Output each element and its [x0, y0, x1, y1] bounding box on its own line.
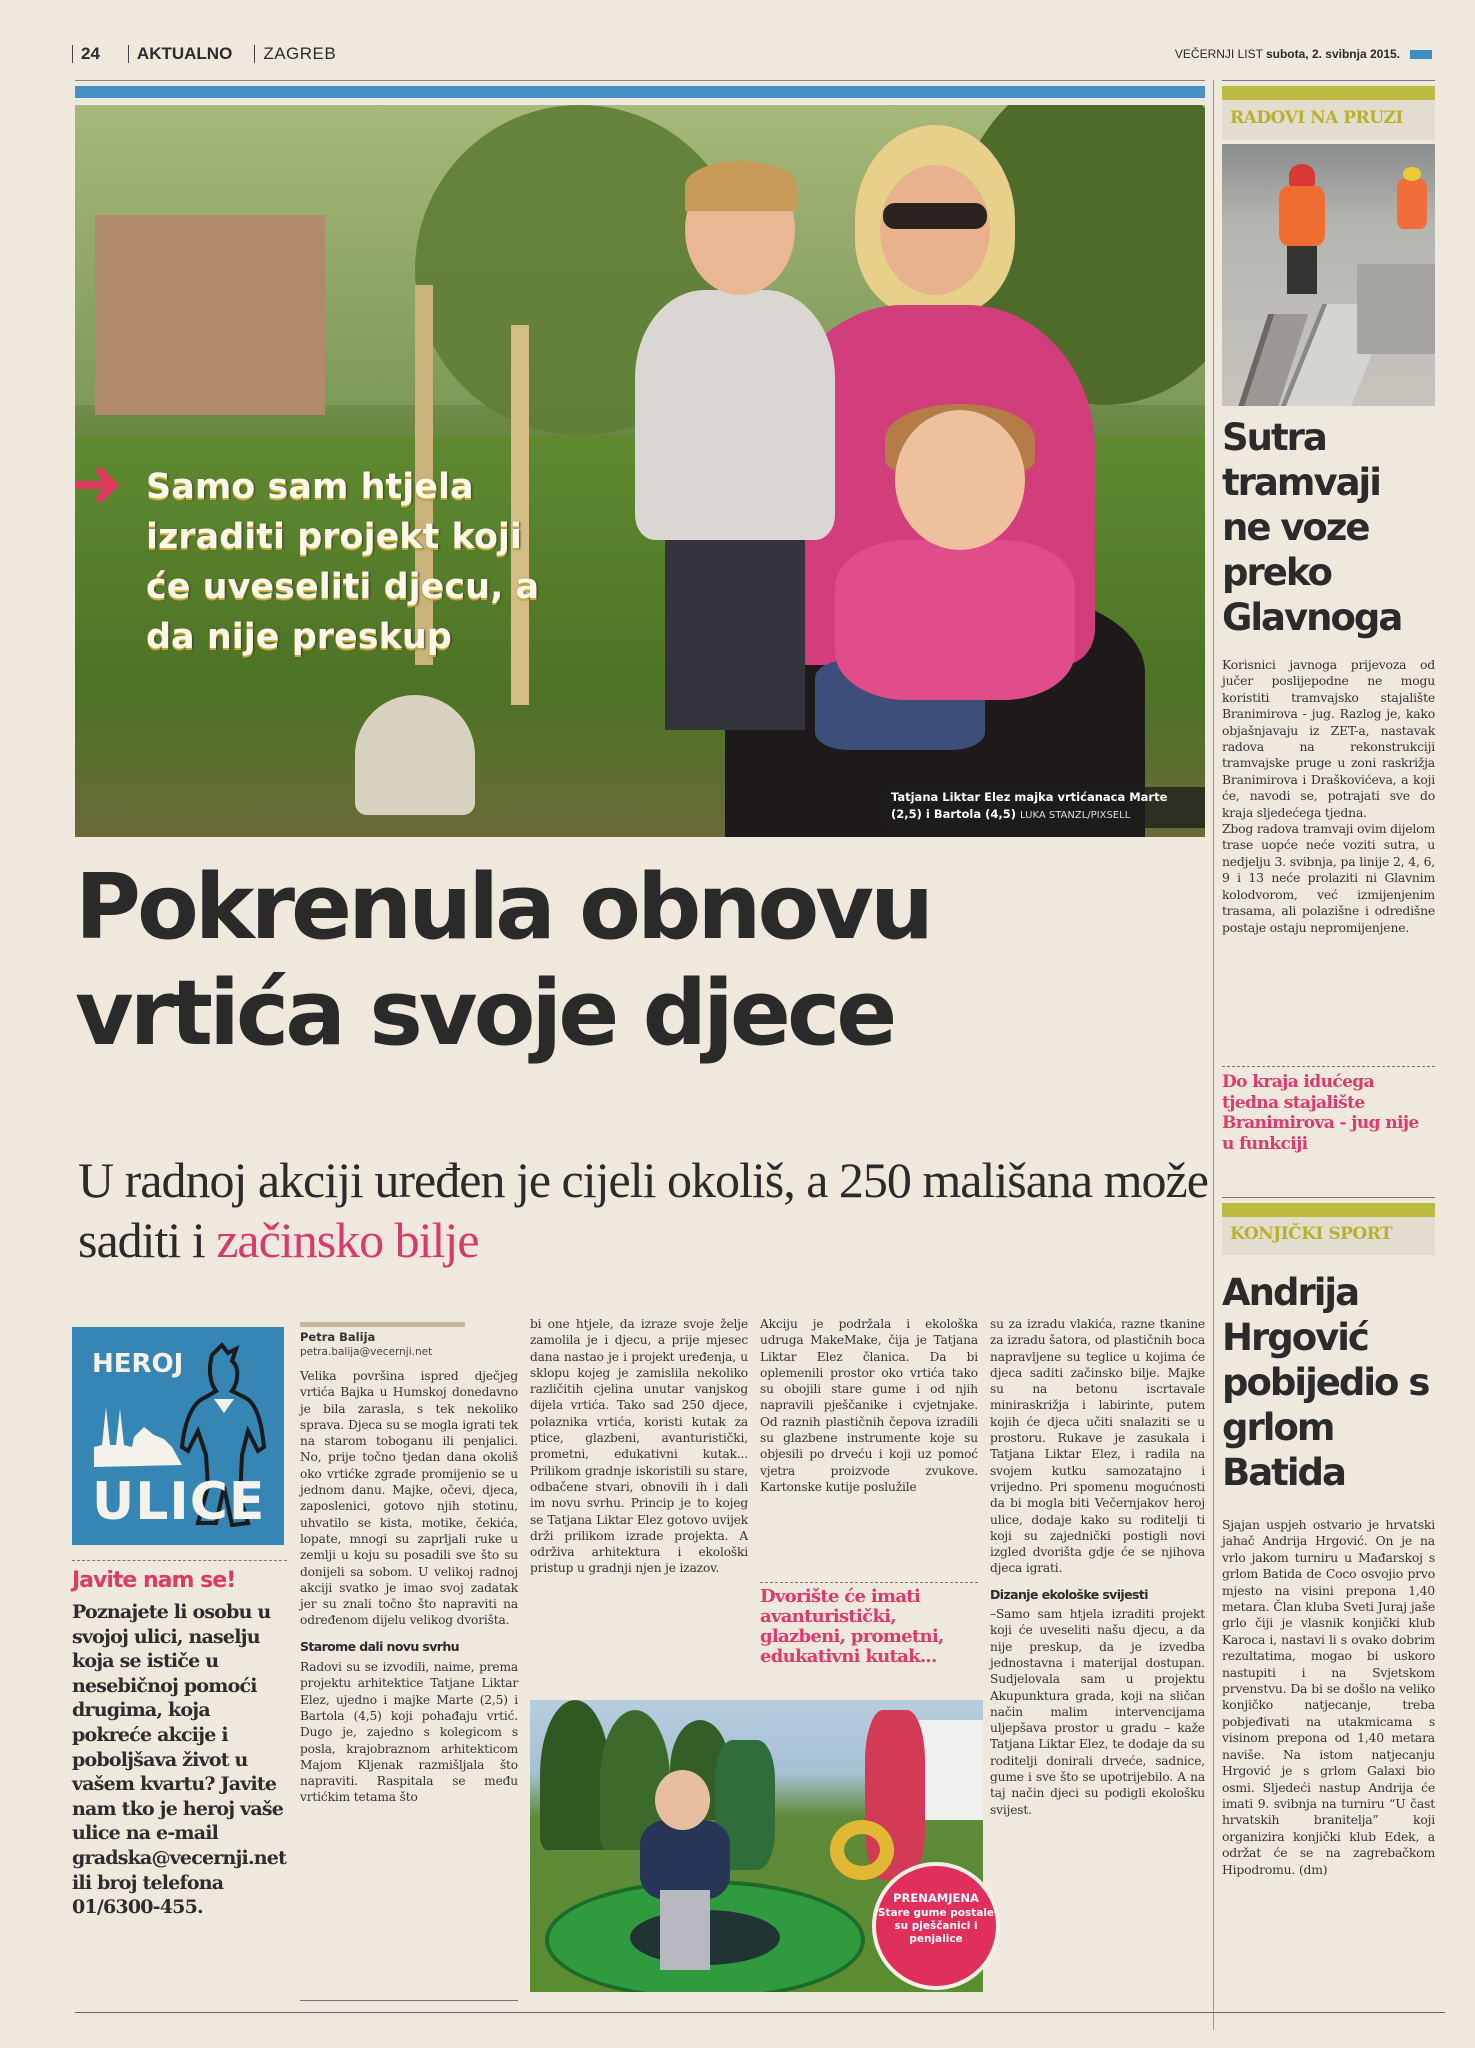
pull-quote: Samo sam htjela izraditi projekt koji će uveseliti djecu, a da nije preskup — [146, 467, 540, 657]
paragraph: bi one htjele, da izraze svoje želje zamolila je i djecu, a prije mjesec dana nastao je i projekt uređenja, u sklopu kojeg je zamislila nekoliko različitih cjelina unutar vanjskog dijela vrtića. Tako sad 250 djece, polaznika vrtića, koristi kutak za ptice, glazbeni, avanturistički, prometni, edukativni kutak... Prilikom gradnje iskoristili su stare, odbačene stvari, obnovili ih i dali im novu svrhu. Princip je to kojeg se Tatjana Liktar Elez gotovo uvijek drži prilikom izrade projekta. A održiva arhitektura i ekološki pristup u gradnji njen je izazov. — [530, 1317, 748, 1576]
sidebar-headline: Sutra tramvaji ne voze preko Glavnoga — [1222, 416, 1402, 639]
subheadline-text: U radnoj akciji uređen je cijeli okoliš, a 250 mališana može saditi i — [78, 1152, 1208, 1268]
badge-title: PRENAMJENA — [893, 1891, 979, 1905]
dashed-divider — [760, 1582, 978, 1583]
headline — [75, 855, 1215, 1067]
divider — [128, 45, 129, 63]
color-marker — [1410, 50, 1432, 59]
photo-subject-mother — [605, 125, 1168, 837]
paragraph: Radovi su se izvodili, naime, prema projektu arhitektice Tatjane Liktar Elez, ujedno i majke Marte (2,5) i Bartola (4,5) koji pohađaju vrtić. Dugo je, zajedno s kolegicom s posla, krajobraznom arhitekticom Majom Kljenak razmišljala što napraviti. Raspitala se među vrtićkim tetama što — [300, 1660, 518, 1805]
paragraph: Velika površina ispred dječjeg vrtića Bajka u Humskoj donedavno je bila zarasla, s tek nekoliko sprava. Djeca su se mogla igrati tek na starom toboganu ili penjalici. No, prije točno tjedan dana okoliš oko vrtićke zgrade promijenio se u jednom danu. Majke, očevi, djeca, zaposlenici, gotovo njih stotinu, uhvatilo se kista, motike, čekića, lopate, mnogi su zaprljali ruke u zemlji u koju su posadili sve što su donijeli sa sobom. U velikoj radnoj akciji svatko je imao svoj zadatak jer su znali točno što napraviti na određenom dijelu velikog dvorišta. — [300, 1369, 518, 1628]
issue-date: subota, 2. svibnja 2015. — [1265, 47, 1400, 61]
page-header — [72, 42, 1432, 66]
sidebar-photo-tram-works — [1222, 144, 1435, 406]
blue-banner — [75, 86, 1205, 98]
heroj-box-text: Poznajete li osobu u svojoj ulici, naselju koja se ističe u nesebičnoj pomoći drugima, koja pokreće akcije i poboljšava život u vašem kvartu? Javite nam tko je heroj vaše ulice na e-mail gradska@vecernji.net ili broj telefona 01/6300-455. — [72, 1601, 287, 1919]
rule — [1222, 80, 1435, 81]
heroj-box-title: Javite nam se! — [72, 1568, 236, 1593]
photo-caption — [885, 787, 1205, 828]
section-name: AKTUALNO — [136, 44, 233, 63]
subheadline-highlight: začinsko bilje — [216, 1212, 479, 1268]
subheadline — [78, 1150, 1218, 1270]
section-subhead: Dizanje ekološke svijesti — [990, 1586, 1148, 1602]
headline-line-1: Pokrenula obnovu — [75, 855, 931, 960]
divider — [254, 45, 255, 63]
publication-name: VEČERNJI LIST — [1174, 47, 1263, 61]
sidebar-story-body — [1222, 657, 1435, 936]
article-column-3 — [760, 1316, 978, 1495]
page-number: 24 — [81, 44, 100, 63]
badge-text: Stare gume postale su pješčanici i penjalice — [877, 1907, 995, 1945]
section-subhead: Starome dali novu svrhu — [300, 1638, 459, 1654]
dashed-divider — [1222, 1066, 1435, 1067]
sidebar-band — [1222, 86, 1435, 100]
article-column-1 — [300, 1368, 518, 1806]
paragraph: Sjajan uspjeh ostvario je hrvatski jahač Andrija Hrgović. On je na vrlo jakom turniru u Mađarskoj s grlom Batida de Coco osvojio prvo mjesto na visini prepona 1,40 metara. Član kluba Sveti Juraj jaše grlo čiji je vlasnik konjički klub Karoca i, nastavi li s ovako dobrim rezultatima, mogao bi uskoro nastupiti i na Svjetskom prvenstvu. Da bi se došlo na veliko konjičko natjecanje, treba pobjeđivati na utakmicama s visinom prepona od 1,40 metara naviše. Na istom natjecanju Hrgović je s grlom Galaxi bio osmi. Sljedeći nastup Andrija će imati 9. svibnja na turniru “U čast hrvatskih branitelja” koji organizira konjički klub Edek, a održat će se na zagrebačkom Hipodromu. (dm) — [1222, 1517, 1435, 1877]
paragraph: su za izradu vlakića, razne tkanine za izradu šatora, od plastičnih boca napravljene su teglice u kojima će djeca saditi začinsko bilje. Majke su na betonu iscrtavale miniraskrižja i labirinte, putem kojih će djeca učiti snalaziti se u prostoru. Rukave je zasukala i Tatjana Liktar Elez, i radila na svojem kutku samozatajno i vrijedno. Pri spomenu mogućnosti da bi mogla biti Večernjakov heroj ulice, dodaje kako su roditelji ti koji su zajednički postigli novi izgled dvorišta gdje će se njihova djeca igrati. — [990, 1317, 1205, 1576]
paragraph: –Samo sam htjela izraditi projekt koji će uveseliti našu djecu, a da nije preskup, da je izvedba jednostavna i materijal dostupan. Sudjelovala sam u projektu Akupunktura grada, koji na sličan način malim intervencijama uljepšava prostor u gradu – kaže Tatjana Liktar Elez, te dodaje da su roditelji donirali drveće, sadnice, gume i sve što se upotrijebilo. A na taj način djeci su podigli ekološku svijest. — [990, 1607, 1205, 1817]
pink-pull-quote: Dvorište će imati avanturistički, glazbeni, prometni, edukativni kutak... — [760, 1586, 944, 1667]
headline-line-2: vrtića svoje djece — [75, 961, 894, 1066]
subsection-name: ZAGREB — [263, 44, 337, 63]
sidebar-headline: Andrija Hrgović pobijedio s grlom Batida — [1222, 1271, 1429, 1494]
photo-subject-boy — [605, 165, 825, 725]
photo-subject-girl — [815, 410, 1075, 700]
divider — [72, 45, 73, 63]
sidebar-highlight: Do kraja idućega tjedna stajalište Branimirova - jug nije u funkciji — [1222, 1072, 1419, 1154]
article-column-2 — [530, 1316, 748, 1577]
paragraph: Akciju je podržala i ekološka udruga MakeMake, čija je Tatjana Liktar Elez članica. Da bi oplemenili prostor oko vrtića tako su obojili stare gume i od njih napravili pješčanike i cvjetnjake. Od raznih plastičnih čepova izradili su glazbene instrumente koje su objesili po drveću i koji uz pomoć vjetra proizvode zvukove. Kartonske kutije poslužile — [760, 1317, 978, 1494]
sidebar-story-label: RADOVI NA PRUZI — [1222, 100, 1435, 140]
paragraph: Korisnici javnoga prijevoza od jučer poslijepodne ne mogu koristiti tramvajsko stajalište Branimirova - jug. Razlog je, kako objašnjavaju iz ZET-a, nastavak radova na rekonstrukciji tramvajske pruge u zoni raskrižja Branimirova i Draškovićeva, a koji će, navodi se, potrajati sve do kraja sljedećega tjedna. — [1222, 657, 1435, 820]
rule — [75, 80, 1205, 81]
logo-text-bottom: ULICE — [92, 1472, 266, 1532]
author-email[interactable]: petra.balija@vecernji.net — [300, 1346, 433, 1358]
photo-credit: LUKA STANZL/PIXSELL — [1020, 810, 1131, 821]
rule — [300, 2000, 518, 2001]
sidebar-story-body — [1222, 1517, 1435, 1878]
dashed-divider — [72, 1560, 287, 1561]
article-column-4 — [990, 1316, 1205, 1818]
rule — [1222, 1197, 1435, 1198]
logo-text-top: HEROJ — [92, 1349, 184, 1379]
caption-text: Tatjana Liktar Elez majka vrtićanaca Marte (2,5) i Bartola (4,5) — [891, 790, 1168, 821]
author-name: Petra Balija — [300, 1330, 376, 1344]
byline-bar — [300, 1322, 465, 1327]
photo-badge — [872, 1862, 1000, 1990]
heroj-ulice-logo — [72, 1327, 284, 1545]
sidebar-story-label: KONJIČKI SPORT — [1222, 1217, 1435, 1255]
bottom-rule — [75, 2012, 1445, 2013]
paragraph: Zbog radova tramvaji ovim dijelom trase uopće neće voziti sutra, u nedjelju 3. svibnja, pa linije 2, 4, 6, 9 i 13 neće prolaziti ni Glavnim kolodvorom, već izmijenjenim trasama, ali polazišne i odredišne postaje ostaju nepromijenjene. — [1222, 821, 1435, 935]
publication-info — [1175, 47, 1432, 61]
sidebar-band — [1222, 1203, 1435, 1217]
